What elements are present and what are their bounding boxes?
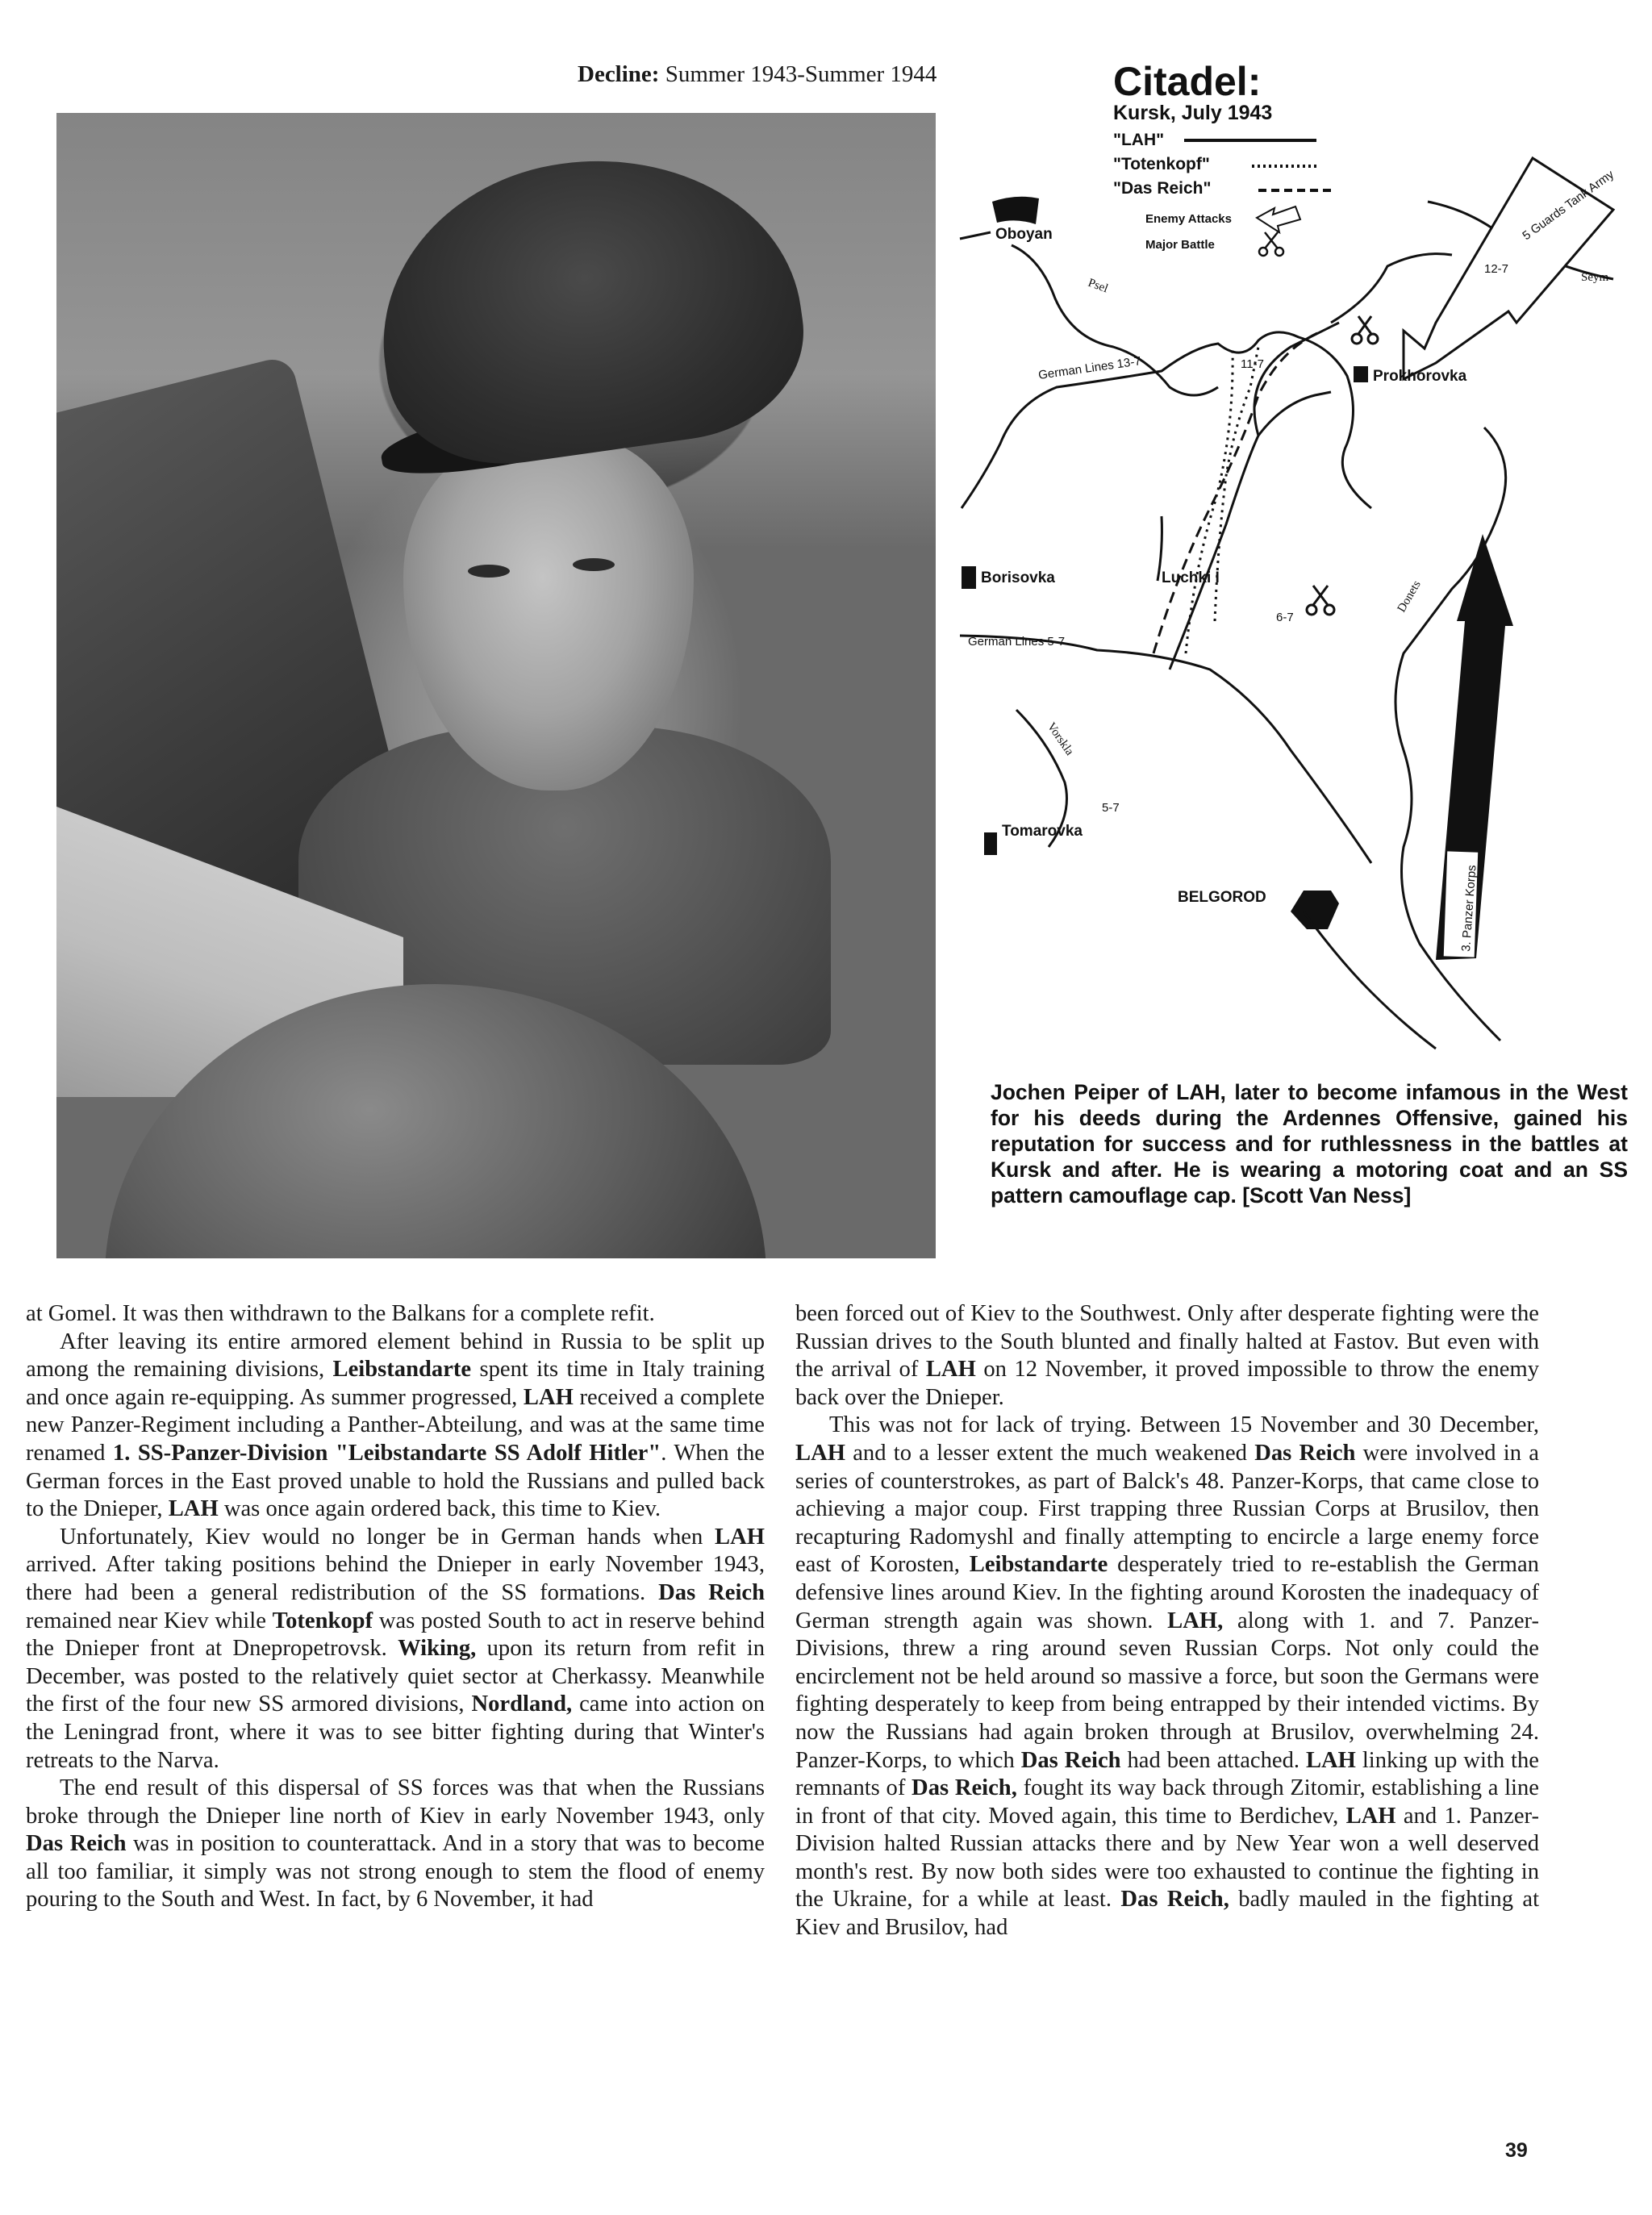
scissors-icon	[1307, 586, 1334, 615]
place-borisovka: Borisovka	[981, 569, 1055, 586]
paragraph: been forced out of Kiev to the Southwest. Only after desperate fighting were the Russian drives to the South blunted and finally halted at Fastov. But even with the arrival of LAH on 12 November, it proved impossible to throw the enemy back over the Dnieper.	[795, 1301, 1539, 1410]
river-seym: Seym	[1581, 271, 1609, 284]
label-german-lines-13-7: German Lines 13-7	[1037, 354, 1142, 382]
date-5-7: 5-7	[1102, 801, 1120, 815]
running-head-period: Summer 1943-Summer 1944	[659, 61, 937, 87]
legend-enemy-attacks: Enemy Attacks	[1145, 212, 1232, 226]
scissors-icon	[1259, 232, 1283, 256]
legend-das-reich: "Das Reich"	[1113, 179, 1212, 198]
label-panzer-korps: 3. Panzer Korps	[1459, 864, 1479, 953]
river-donets: Donets	[1395, 578, 1424, 615]
map-title: Citadel:	[1113, 59, 1262, 104]
place-belgorod: BELGOROD	[1178, 889, 1266, 906]
place-luchki: Luchki I	[1162, 569, 1220, 586]
text-column-left	[26, 1300, 765, 1914]
running-head-section: Decline:	[578, 61, 660, 87]
paragraph: at Gomel. It was then withdrawn to the Balkans for a complete refit.	[26, 1301, 655, 1326]
legend-lah: "LAH"	[1113, 131, 1165, 149]
place-oboyan: Oboyan	[995, 226, 1053, 243]
legend-totenkopf: "Totenkopf"	[1113, 155, 1210, 173]
label-guards-army: 5 Guards Tank Army	[1520, 167, 1617, 244]
paragraph: The end result of this dispersal of SS forces was that when the Russians broke through the Dnieper line north of Kiev in early November 1943, only Das Reich was in position to counterattack. And in a story that was to become all too familiar, it simply was not strong enough to stem the flood of enemy pouring to the South and West. In fact, by 6 November, it had	[26, 1775, 765, 1913]
label-german-lines-5-7: German Lines 5-7	[968, 635, 1066, 649]
paragraph: After leaving its entire armored element behind in Russia to be split up among the remaining divisions, Leibstandarte spent its time in Italy training and once again re-equipping. As summer progressed, LAH received a complete new Panzer-Regiment including a Panther-Abteilung, and was at the same time renamed 1. SS-Panzer-Division "Leibstandarte SS Adolf Hitler". When the German forces in the East proved unable to hold the Russians and pulled back to the Dnieper, LAH was once again ordered back, this time to Kiev.	[26, 1329, 765, 1522]
photo-caption: Jochen Peiper of LAH, later to become infamous in the West for his deeds during the Ardennes Offensive, gained his reputation for success and for ruthlessness in the battles at Kursk and after. He is wearing a motoring coat and an SS pattern camouflage cap. [Scott Van Ness]	[991, 1080, 1628, 1208]
place-tomarovka: Tomarovka	[1002, 823, 1083, 840]
date-12-7: 12-7	[1484, 262, 1509, 276]
enemy-attack-icon	[1257, 206, 1300, 232]
running-head	[578, 61, 937, 88]
kursk-map	[952, 56, 1629, 1089]
paragraph: This was not for lack of trying. Between 15 November and 30 December, LAH and to a lesser extent the much weakened Das Reich were involved in a series of counterstrokes, as part of Balck's 48. Panzer-Korps, that came close to achieving a major coup. First trapping three Russian Corps at Brusilov, then recapturing Radomyshl and finally attempting to encircle a large enemy force east of Korosten, Leibstandarte desperately tried to re-establish the German defensive lines around Kiev. In the fighting around Korosten the inadequacy of German strength again was shown. LAH, along with 1. and 7. Panzer-Divisions, threw a ring around seven Russian Corps. Not only could the encirclement not be held around so massive a force, but soon the Germans were fighting desperately to keep from being entrapped by their intended victims. By now the Russians had again broken through at Brusilov, overwhelming 24. Panzer-Korps, to which Das Reich had been attached. LAH linking up with the remnants of Das Reich, fought its way back through Zitomir, establishing a line in front of that city. Moved again, this time to Berdichev, LAH and 1. Panzer-Division halted Russian attacks there and by New Year won a well deserved month's rest. By now both sides were too exhausted to continue the fighting in the Ukraine, for a while at least. Das Reich, badly mauled in the fighting at Kiev and Brusilov, had	[795, 1412, 1540, 1941]
page-number: 39	[1505, 2139, 1528, 2162]
river-psel: Psel	[1086, 276, 1110, 296]
river-vorskla: Vorskla	[1044, 720, 1076, 758]
date-11-7: 11-7	[1241, 357, 1264, 371]
paragraph: Unfortunately, Kiev would no longer be in German hands when LAH arrived. After taking positions behind the Dnieper in early November 1943, there had been a general redistribution of the SS formations. Das Reich remained near Kiev while Totenkopf was posted South to act in reserve behind the Dnieper front at Dnepropetrovsk. Wiking, upon its return from refit in December, was posted to the relatively quiet sector at Cherkassy. Meanwhile the first of the four new SS armored divisions, Nordland, came into action on the Leningrad front, where it was to see bitter fighting during that Winter's retreats to the Narva.	[26, 1524, 766, 1773]
scissors-icon	[1352, 316, 1378, 344]
map-subtitle: Kursk, July 1943	[1113, 102, 1273, 124]
legend-major-battle: Major Battle	[1145, 238, 1215, 252]
oboyan-marker	[992, 197, 1039, 224]
place-prokhorovka: Prokhorovka	[1373, 368, 1467, 385]
date-6-7: 6-7	[1276, 611, 1294, 624]
portrait-photo	[56, 113, 936, 1258]
text-column-right	[795, 1300, 1539, 1942]
